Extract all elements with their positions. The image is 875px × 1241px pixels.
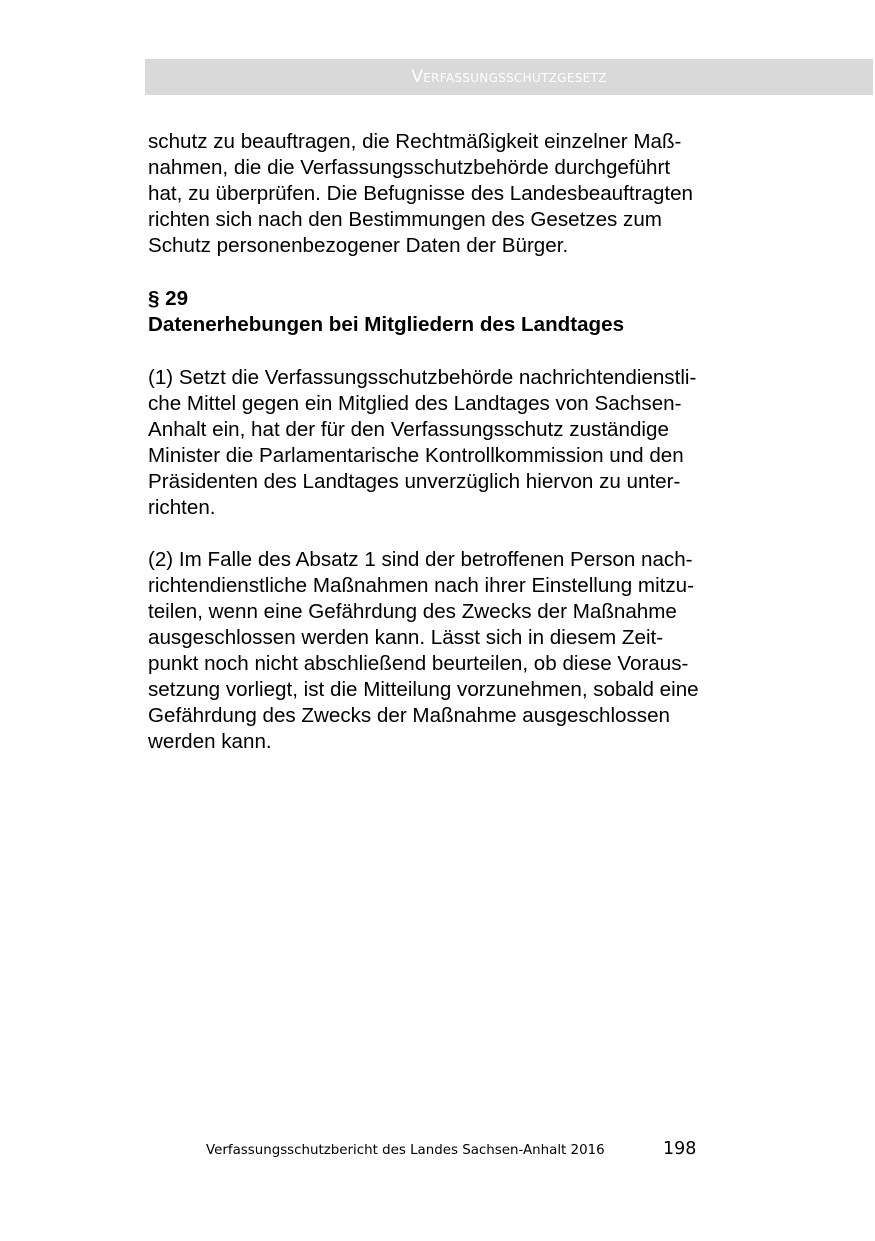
paragraph-2-line: teilen, wenn eine Gefährdung des Zwecks der Maßnahme <box>148 600 677 623</box>
intro-line: richten sich nach den Bestimmungen des Gesetzes zum <box>148 208 662 231</box>
paragraph-spacer <box>148 259 768 286</box>
paragraph-2-line: Gefährdung des Zwecks der Maßnahme ausgeschlossen <box>148 704 670 727</box>
running-header-band <box>145 59 873 95</box>
paragraph-1 <box>148 365 768 521</box>
paragraph-2-line: setzung vorliegt, ist die Mitteilung vorzunehmen, sobald eine <box>148 678 699 701</box>
paragraph-2-line: richtendienstliche Maßnahmen nach ihrer Einstellung mitzu- <box>148 574 694 597</box>
section-heading <box>148 286 768 338</box>
intro-line: nahmen, die die Verfassungsschutzbehörde durchgeführt <box>148 156 671 179</box>
paragraph-spacer <box>148 338 768 365</box>
paragraph-1-line: (1) Setzt die Verfassungsschutzbehörde nachrichtendienstli- <box>148 366 697 389</box>
paragraph-2-line: punkt noch nicht abschließend beurteilen, ob diese Voraus- <box>148 652 689 675</box>
intro-line: schutz zu beauftragen, die Rechtmäßigkeit einzelner Maß- <box>148 130 682 153</box>
footer-publication-title: Verfassungsschutzbericht des Landes Sachsen-Anhalt 2016 <box>206 1143 605 1158</box>
page-body <box>148 129 768 755</box>
paragraph-1-line: richten. <box>148 496 216 519</box>
paragraph-spacer <box>148 521 768 547</box>
paragraph-1-line: Anhalt ein, hat der für den Verfassungsschutz zuständige <box>148 418 669 441</box>
page-number: 198 <box>663 1139 697 1159</box>
paragraph-2-line: ausgeschlossen werden kann. Lässt sich in diesem Zeit- <box>148 626 664 649</box>
paragraph-2-line: werden kann. <box>148 730 272 753</box>
page-footer <box>0 1139 875 1163</box>
section-title: Datenerhebungen bei Mitgliedern des Landtages <box>148 313 625 336</box>
paragraph-2-line: (2) Im Falle des Absatz 1 sind der betroffenen Person nach- <box>148 548 693 571</box>
intro-paragraph <box>148 129 768 259</box>
intro-line: hat, zu überprüfen. Die Befugnisse des Landesbeauftragten <box>148 182 693 205</box>
paragraph-1-line: Präsidenten des Landtages unverzüglich hiervon zu unter- <box>148 470 681 493</box>
intro-line: Schutz personenbezogener Daten der Bürger. <box>148 234 569 257</box>
paragraph-2 <box>148 547 768 755</box>
paragraph-1-line: Minister die Parlamentarische Kontrollkommission und den <box>148 444 684 467</box>
section-number: § 29 <box>148 287 189 310</box>
running-header-title: Verfassungsschutzgesetz <box>411 67 607 87</box>
paragraph-1-line: che Mittel gegen ein Mitglied des Landtages von Sachsen- <box>148 392 682 415</box>
